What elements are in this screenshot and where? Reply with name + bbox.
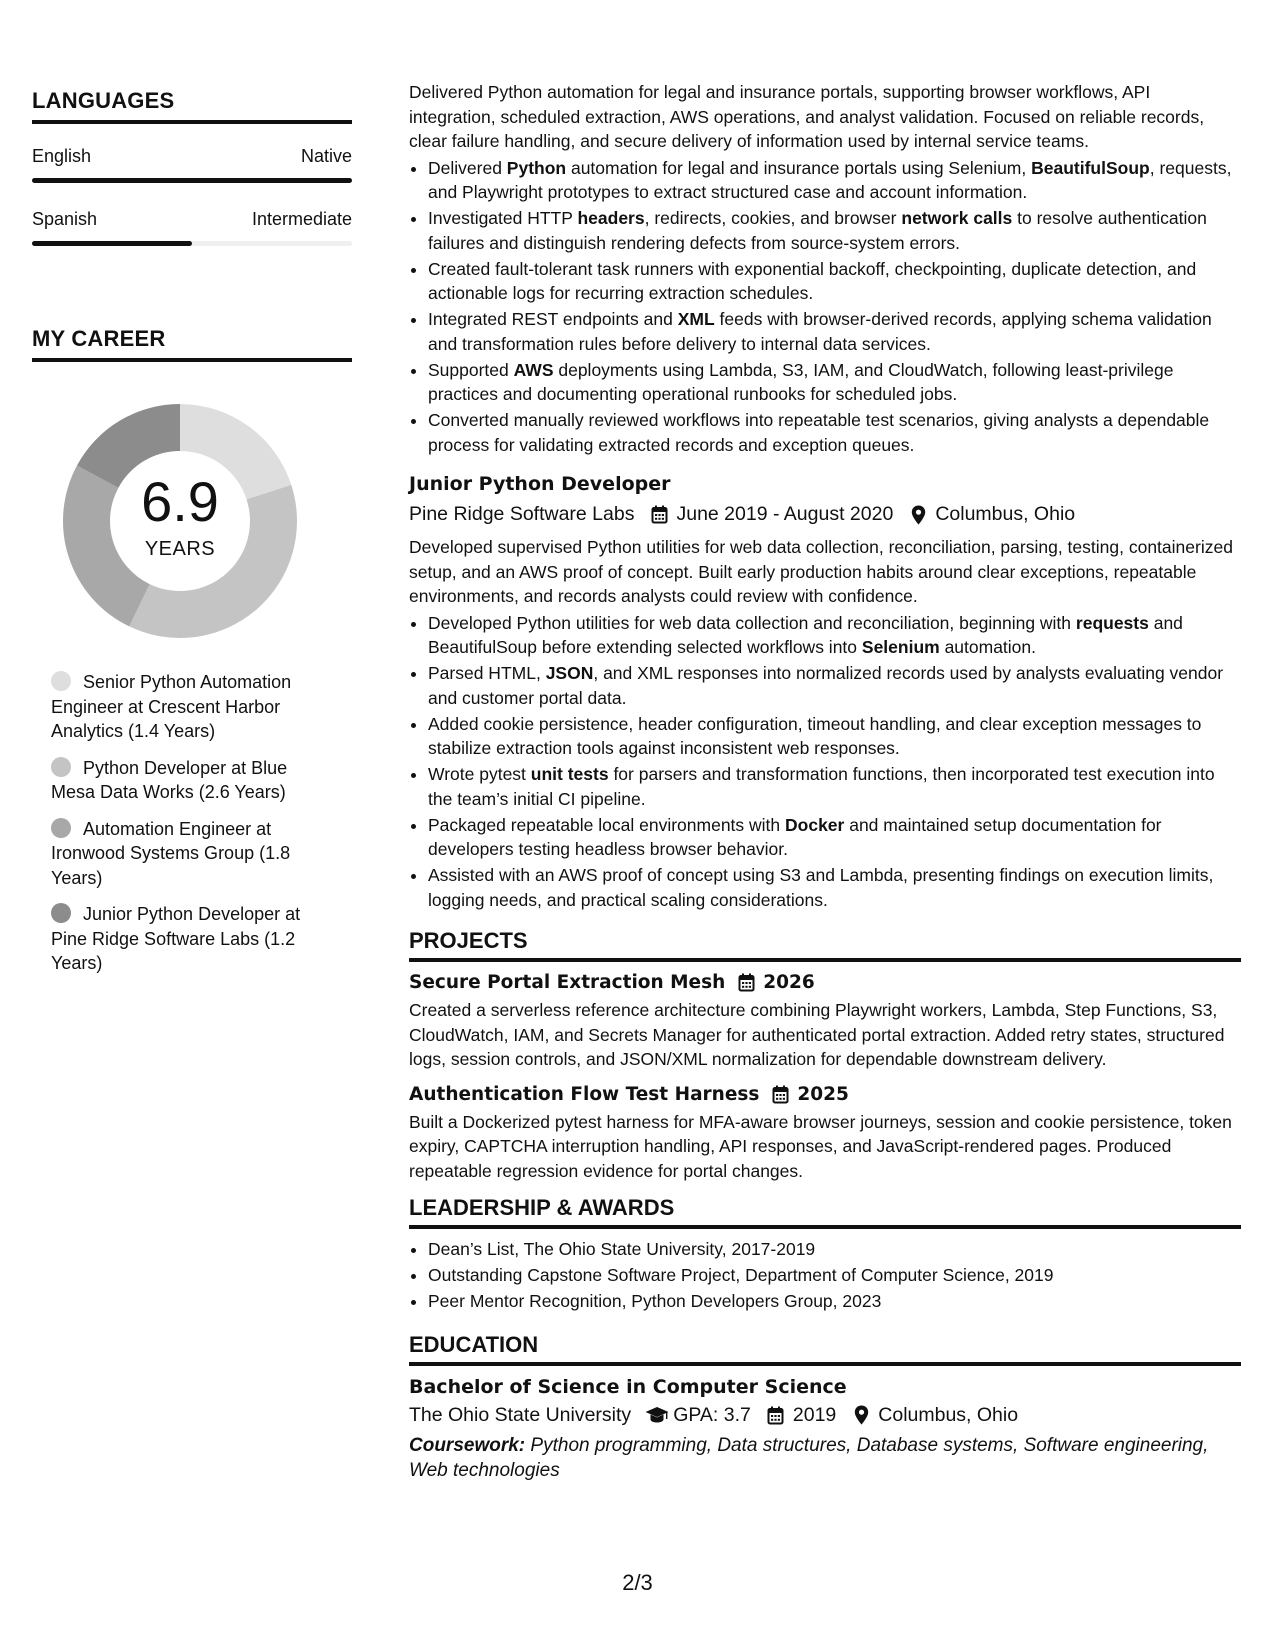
legend-label: Junior Python Developer at Pine Ridge Software Labs (1.2 Years) <box>51 904 301 973</box>
legend-swatch <box>51 757 71 777</box>
language-proficiency-bar <box>32 178 352 183</box>
job-bullet: • Delivered Python automation for legal and insurance portals using Selenium, BeautifulSoup, requests, and Playwright prototypes to extract structured case and account information. <box>428 156 1241 205</box>
education-heading: EDUCATION <box>409 1332 1241 1366</box>
career-legend <box>51 670 323 976</box>
calendar-icon <box>648 505 670 524</box>
legend-item <box>51 817 323 891</box>
job-bullet: • Parsed HTML, JSON, and XML responses into normalized records used by analysts evaluating vendor and customer portal data. <box>428 661 1241 710</box>
coursework-label: Coursework: <box>409 1434 526 1456</box>
language-proficiency-fill <box>32 178 352 183</box>
calendar-icon <box>769 1085 791 1104</box>
education-gpa: GPA: 3.7 <box>673 1403 751 1426</box>
education-year: 2019 <box>792 1403 837 1426</box>
leadership-list <box>409 1237 1241 1314</box>
education-meta <box>409 1404 1241 1427</box>
language-item <box>32 146 352 183</box>
project-item <box>409 1084 1241 1184</box>
legend-item <box>51 902 323 976</box>
project-year: 2026 <box>763 972 815 993</box>
language-name: Spanish <box>32 209 98 229</box>
education-location: Columbus, Ohio <box>878 1403 1019 1426</box>
legend-swatch <box>51 903 71 923</box>
job-dates: June 2019 - August 2020 <box>676 503 894 525</box>
project-title: Secure Portal Extraction Mesh <box>409 972 726 993</box>
job-meta <box>409 503 1241 526</box>
job-bullet: • Added cookie persistence, header configuration, timeout handling, and clear exception messages to stabilize extraction tools against inconsistent web responses. <box>428 712 1241 761</box>
job-bullet: • Packaged repeatable local environments with Docker and maintained setup documentation for developers testing headless browser behavior. <box>428 813 1241 862</box>
leadership-item: • Outstanding Capstone Software Project, Department of Computer Science, 2019 <box>428 1263 1241 1288</box>
project-description: Built a Dockerized pytest harness for MFA-aware browser journeys, session and cookie persistence, token expiry, CAPTCHA interruption handling, API responses, and JavaScript-rendered pages. Produced repeatable regression evidence for portal changes. <box>409 1111 1232 1181</box>
project-description: Created a serverless reference architecture combining Playwright workers, Lambda, Step Functions, S3, CloudWatch, IAM, and Secrets Manager for authenticated portal extraction. Added retry states, structured logs, session controls, and JSON/XML normalization for dependable downstream delivery. <box>409 1000 1225 1069</box>
leadership-heading: LEADERSHIP & AWARDS <box>409 1195 1241 1229</box>
page-number: 2/3 <box>622 1570 653 1595</box>
career-heading: MY CAREER <box>32 326 352 362</box>
career-total-years: 6.9 <box>141 469 219 533</box>
language-name: English <box>32 146 92 166</box>
job-bullets <box>409 611 1241 913</box>
job-bullets <box>409 156 1241 458</box>
legend-label: Python Developer at Blue Mesa Data Works (2.6 Years) <box>51 757 288 802</box>
job-bullet: • Supported AWS deployments using Lambda, S3, IAM, and CloudWatch, following least-privilege practices and documenting operational runbooks for scheduled jobs. <box>428 358 1241 407</box>
job-bullet: • Assisted with an AWS proof of concept using S3 and Lambda, presenting findings on execution limits, logging needs, and practical scaling considerations. <box>428 863 1241 912</box>
education-degree: Bachelor of Science in Computer Science <box>409 1375 847 1398</box>
job-bullet: • Developed Python utilities for web data collection and reconciliation, beginning with requests and BeautifulSoup before extending selected workflows into Selenium automation. <box>428 611 1241 660</box>
legend-swatch <box>51 818 71 838</box>
leadership-item: • Dean’s List, The Ohio State University, 2017-2019 <box>428 1237 1241 1262</box>
job-title: Junior Python Developer <box>409 473 671 495</box>
job-bullet: • Created fault-tolerant task runners with exponential backoff, checkpointing, duplicate detection, and actionable logs for recurring extraction schedules. <box>428 257 1241 306</box>
career-donut-chart <box>55 396 305 646</box>
job-bullet: • Wrote pytest unit tests for parsers and transformation functions, then incorporated test execution into the team’s initial CI pipeline. <box>428 762 1241 811</box>
project-item <box>409 972 1241 1072</box>
legend-swatch <box>51 671 71 691</box>
job-company: Pine Ridge Software Labs <box>409 503 635 525</box>
coursework-list: Python programming, Data structures, Database systems, Software engineering, Web technologies <box>409 1434 1209 1481</box>
legend-label: Senior Python Automation Engineer at Crescent Harbor Analytics (1.4 Years) <box>51 672 292 741</box>
education-school: The Ohio State University <box>409 1403 632 1426</box>
languages-heading: LANGUAGES <box>32 88 352 124</box>
sidebar <box>32 88 352 988</box>
project-year: 2025 <box>797 1083 849 1105</box>
map-pin-icon <box>850 1405 872 1425</box>
job-summary: Developed supervised Python utilities for web data collection, reconciliation, parsing, testing, containerized setup, and an AWS proof of concept. Built early production habits around clear exceptions, repeatable environments, and records analysts could review with confidence. <box>409 537 1233 606</box>
calendar-icon <box>735 973 757 992</box>
language-level: Native <box>300 146 352 166</box>
legend-item <box>51 756 323 805</box>
legend-item <box>51 670 323 744</box>
language-level: Intermediate <box>251 209 352 229</box>
job-bullet: • Investigated HTTP headers, redirects, cookies, and browser network calls to resolve authentication failures and distinguish rendering defects from source-system errors. <box>428 206 1241 255</box>
map-pin-icon <box>907 505 929 525</box>
education-coursework <box>409 1433 1241 1483</box>
projects-heading: PROJECTS <box>409 928 1241 962</box>
job-bullet: • Integrated REST endpoints and XML feeds with browser-derived records, applying schema validation and transformation rules before delivery to internal data services. <box>428 307 1241 356</box>
language-item <box>32 209 352 246</box>
main-column <box>409 80 1241 1483</box>
calendar-icon <box>765 1406 787 1425</box>
legend-label: Automation Engineer at Ironwood Systems Group (1.8 Years) <box>51 818 291 888</box>
career-total-unit: YEARS <box>144 537 216 560</box>
job-location: Columbus, Ohio <box>935 503 1076 525</box>
language-proficiency-bar <box>32 241 352 246</box>
job-summary: Delivered Python automation for legal and insurance portals, supporting browser workflows, API integration, scheduled extraction, AWS operations, and analyst validation. Focused on reliable records, clear failure handling, and secure delivery of information used by internal service teams. <box>409 82 1205 151</box>
language-proficiency-fill <box>32 241 192 246</box>
graduation-cap-icon <box>645 1406 667 1424</box>
project-title: Authentication Flow Test Harness <box>409 1083 760 1105</box>
leadership-item: • Peer Mentor Recognition, Python Developers Group, 2023 <box>428 1289 1241 1314</box>
job-bullet: • Converted manually reviewed workflows into repeatable test scenarios, giving analysts a dependable process for validating extracted records and exception queues. <box>428 408 1241 457</box>
